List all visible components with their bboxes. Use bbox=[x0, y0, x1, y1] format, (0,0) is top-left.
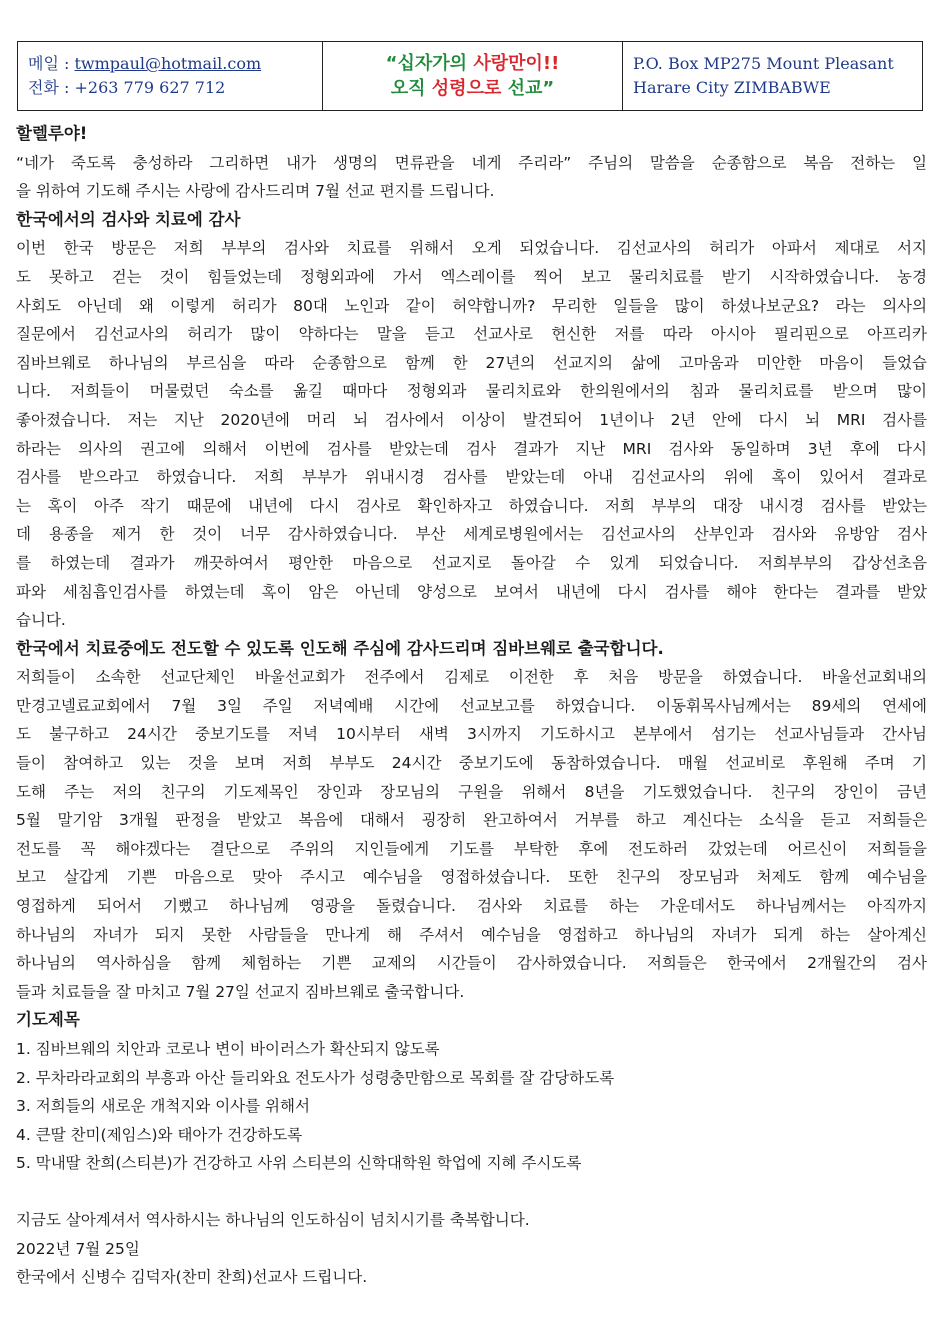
contact-cell bbox=[18, 42, 323, 110]
evangelism-paragraph bbox=[16, 663, 927, 1006]
text-line: “네가 죽도록 충성하라 그리하면 내가 생명의 면류관을 네게 주리라” 주님의 말씀을 순종함으로 복음 전하는 일 bbox=[16, 153, 927, 172]
address-line: Harare City ZIMBABWE bbox=[633, 78, 831, 97]
letter-header bbox=[17, 41, 923, 111]
text-line: 하나님의 역사하심을 함께 체험하는 기쁜 교제의 시간들이 감사하였습니다. 저희들은 한국에서 2개월간의 검사 bbox=[16, 954, 927, 973]
text-line: 검사를 받으라고 하였습니다. 저희 부부가 위내시경 검사를 받았는데 아내 김선교사의 위에 혹이 있어서 결과로 bbox=[16, 468, 927, 487]
motto-part: “십자가의 bbox=[385, 53, 474, 74]
closing-signature: 한국에서 신병수 김덕자(찬미 찬희)선교사 드립니다. bbox=[16, 1268, 368, 1287]
letter-body bbox=[16, 120, 927, 1292]
motto-cell bbox=[323, 42, 623, 110]
prayer-item: 2. 무차라라교회의 부흥과 아산 들리와요 전도사가 성령충만함으로 목회를 잘 감당하도록 bbox=[16, 1068, 615, 1087]
text-line: 전도를 꼭 해야겠다는 결단으로 주위의 지인들에게 기도를 부탁한 후에 전도하러 갔었는데 어르신이 저희들을 bbox=[16, 839, 927, 858]
text-line: 파와 세침흡인검사를 하였는데 혹이 암은 아닌데 양성으로 보여서 내년에 다시 검사를 해야 한다는 결과를 받았 bbox=[16, 582, 927, 601]
email-link[interactable]: twmpaul@hotmail.com bbox=[74, 54, 262, 73]
text-line: 하나님의 자녀가 되지 못한 사람들을 만나게 해 주셔서 예수님을 영접하고 하나님의 자녀가 되게 하는 살아계신 bbox=[16, 925, 927, 944]
prayer-item: 4. 큰딸 찬미(제임스)와 태아가 건강하도록 bbox=[16, 1125, 303, 1144]
text-line: 사회도 아닌데 왜 이렇게 허리가 80대 노인과 같이 허약합니까? 무리한 일들을 많이 하셨나보군요? 라는 의사의 bbox=[16, 296, 927, 315]
address-cell bbox=[623, 42, 922, 110]
text-line: 하라는 의사의 권고에 의해서 이번에 검사를 받았는데 검사 결과가 지난 MRI 검사와 동일하며 3년 후에 다시 bbox=[16, 439, 927, 458]
motto-part: 오직 bbox=[390, 78, 432, 99]
section-title-checkup: 한국에서의 검사와 치료에 감사 bbox=[16, 209, 241, 229]
phone-number: +263 779 627 712 bbox=[74, 78, 226, 97]
text-line: 저희들이 소속한 선교단체인 바울선교회가 전주에서 김제로 이전한 후 처음 방문을 하였습니다. 바울선교회내의 bbox=[16, 668, 927, 687]
motto-line-2 bbox=[391, 76, 554, 101]
text-line: 도 불구하고 24시간 중보기도를 저녁 10시부터 새벽 3시까지 기도하시고 본부에서 섬기는 선교사님들과 간사님 bbox=[16, 725, 927, 744]
closing-blessing: 지금도 살아계셔서 역사하시는 하나님의 인도하심이 넘치시기를 축복합니다. bbox=[16, 1210, 530, 1229]
text-line: 습니다. bbox=[16, 611, 66, 630]
checkup-paragraph bbox=[16, 234, 927, 634]
text-line: 도해 주는 저의 친구의 기도제목인 장인과 장모님의 구원을 위해서 8년을 기도했었습니다. 친구의 장인이 금년 bbox=[16, 782, 927, 801]
section-title-evangelism: 한국에서 치료중에도 전도할 수 있도록 인도해 주심에 감사드리며 짐바브웨로 출국합니다. bbox=[16, 638, 664, 658]
motto-part: 선교” bbox=[507, 78, 555, 99]
text-line: 만경고넬료교회에서 7월 3일 주일 저녁예배 시간에 선교보고를 하였습니다. 이동휘목사님께서는 89세의 연세에 bbox=[16, 696, 927, 715]
prayer-item: 1. 짐바브웨의 치안과 코로나 변이 바이러스가 확산되지 않도록 bbox=[16, 1040, 440, 1058]
text-line: 니다. 저희들이 머물렀던 숙소를 옮길 때마다 정형외과 물리치료와 한의원에서의 침과 물리치료를 받으며 많이 bbox=[16, 382, 927, 401]
greeting: 할렐루야! bbox=[16, 124, 88, 143]
text-line: 질문에서 김선교사의 허리가 많이 약하다는 말을 듣고 선교사로 헌신한 저를 따라 아시아 필리핀으로 아프리카 bbox=[16, 325, 927, 344]
email-label: 메일 : bbox=[28, 54, 75, 73]
prayer-list bbox=[16, 1035, 927, 1178]
text-line: 를 하였는데 결과가 깨끗하여서 평안한 마음으로 선교지로 돌아갈 수 있게 되었습니다. 저희부부의 갑상선초음 bbox=[16, 553, 927, 572]
text-line: 5월 말기암 3개월 판정을 받았고 복음에 대해서 굉장히 완고하여서 거부를 하고 계신다는 소식을 듣고 저희들은 bbox=[16, 811, 927, 830]
address-line: P.O. Box MP275 Mount Pleasant bbox=[633, 54, 894, 73]
prayer-item: 5. 막내딸 찬희(스티븐)가 건강하고 사위 스티븐의 신학대학원 학업에 지혜 주시도록 bbox=[16, 1154, 582, 1173]
closing-date: 2022년 7월 25일 bbox=[16, 1239, 140, 1258]
text-line: 도 못하고 걷는 것이 힘들었는데 정형외과에 가서 엑스레이를 찍어 보고 물리치료를 받기 시작하였습니다. 농경 bbox=[16, 267, 927, 286]
spacer bbox=[16, 1178, 927, 1206]
text-line: 좋아졌습니다. 저는 지난 2020년에 머리 뇌 검사에서 이상이 발견되어 1년이나 2년 안에 다시 뇌 MRI 검사를 bbox=[16, 410, 927, 429]
text-line: 보고 살갑게 기쁜 마음으로 맞아 주시고 예수님을 영접하셨습니다. 또한 친구의 장모님과 처제도 함께 예수님을 bbox=[16, 868, 927, 887]
closing bbox=[16, 1206, 927, 1292]
motto-part: 성령으로 bbox=[431, 78, 508, 99]
text-line: 는 혹이 아주 작기 때문에 내년에 다시 검사로 확인하자고 하였습니다. 저희 부부의 대장 내시경 검사를 받았는 bbox=[16, 496, 927, 515]
text-line: 짐바브웨로 하나님의 부르심을 따라 순종함으로 함께 한 27년의 선교지의 삶에 고마움과 미안한 마음이 들었습 bbox=[16, 353, 927, 372]
prayer-item: 3. 저희들의 새로운 개척지와 이사를 위해서 bbox=[16, 1097, 310, 1116]
motto-part: 사랑만이!! bbox=[473, 53, 560, 74]
text-line: 을 위하여 기도해 주시는 사랑에 감사드리며 7월 선교 편지를 드립니다. bbox=[16, 182, 495, 201]
email-line bbox=[28, 52, 322, 76]
text-line: 이번 한국 방문은 저희 부부의 검사와 치료를 위해서 오게 되었습니다. 김선교사의 허리가 아파서 제대로 서지 bbox=[16, 239, 927, 258]
prayer-title: 기도제목 bbox=[16, 1010, 80, 1030]
text-line: 들이 참여하고 있는 것을 보며 저희 부부도 24시간 중보기도에 동참하였습니다. 매월 선교비로 후원해 주며 기 bbox=[16, 754, 927, 773]
text-line: 영접하게 되어서 기뻤고 하나님께 영광을 돌렸습니다. 검사와 치료를 하는 가운데서도 하나님께서는 아직까지 bbox=[16, 897, 927, 916]
text-line: 들과 치료들을 잘 마치고 7월 27일 선교지 짐바브웨로 출국합니다. bbox=[16, 982, 465, 1001]
phone-line bbox=[28, 76, 322, 100]
motto-line-1 bbox=[386, 51, 560, 76]
text-line: 데 용종을 제거 한 것이 너무 감사하였습니다. 부산 세계로병원에서는 김선교사의 산부인과 검사와 유방암 검사 bbox=[16, 525, 927, 544]
phone-label: 전화 : bbox=[28, 78, 75, 97]
intro-paragraph bbox=[16, 149, 927, 206]
